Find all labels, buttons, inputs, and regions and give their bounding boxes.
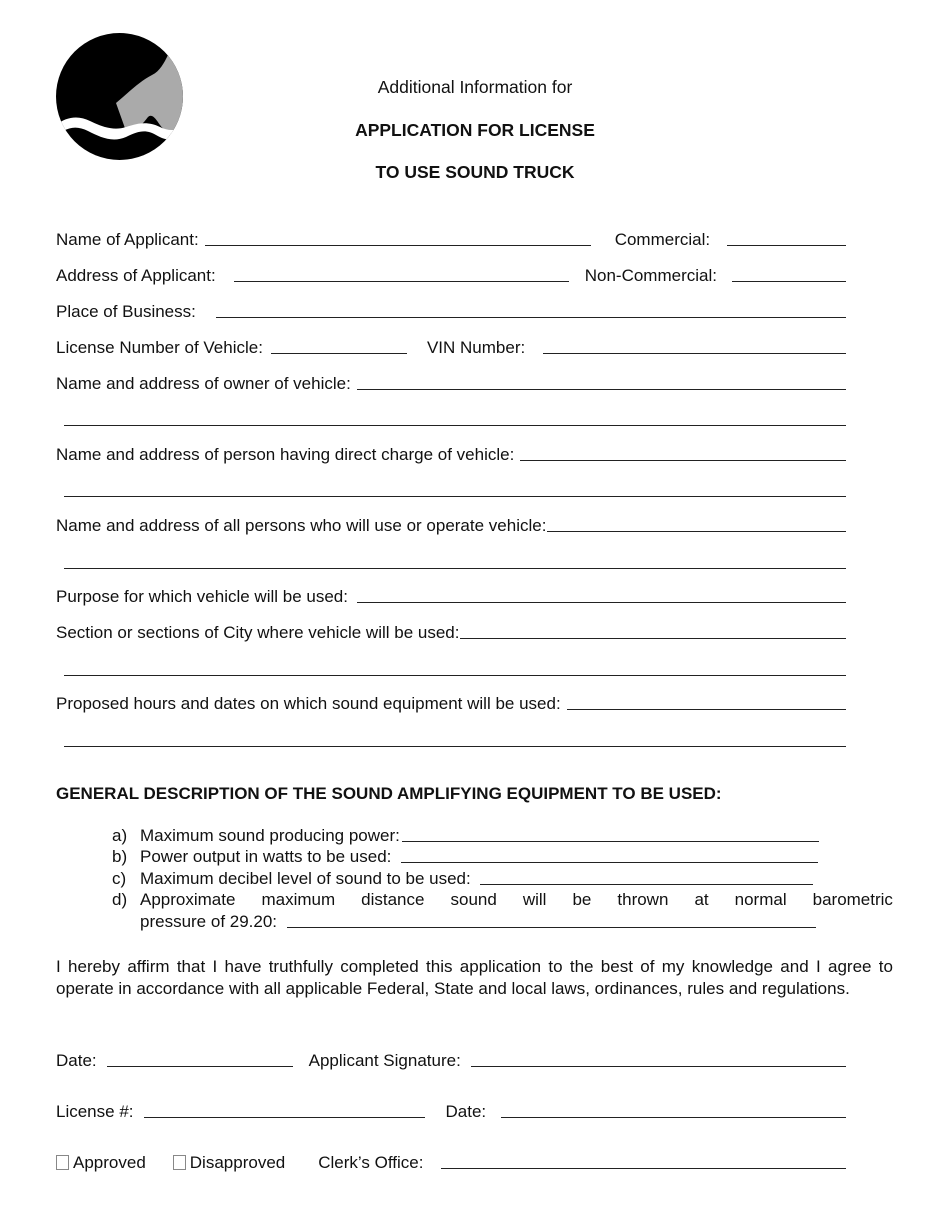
direct-charge-label: Name and address of person having direct charge of vehicle: xyxy=(56,445,515,464)
address-of-applicant-field[interactable] xyxy=(234,267,569,282)
license-no-field[interactable] xyxy=(144,1103,425,1118)
approved-checkbox[interactable] xyxy=(56,1155,69,1170)
max-sound-power-field[interactable] xyxy=(402,827,819,842)
all-persons-label: Name and address of all persons who will use or operate vehicle: xyxy=(56,516,547,535)
equipment-list xyxy=(112,824,893,932)
applicant-signature-field[interactable] xyxy=(471,1052,846,1067)
pressure-label: pressure of 29.20: xyxy=(140,911,278,931)
proposed-hours-field-2[interactable] xyxy=(64,745,846,747)
list-item xyxy=(112,867,893,889)
row-purpose xyxy=(56,583,846,607)
direct-charge-field-2[interactable] xyxy=(64,495,846,497)
affirmation-text: I hereby affirm that I have truthfully completed this application to the best of my knowledge and I agree to operate in accordance with all applicable Federal, State and local laws, ordinances, rules and regulations. xyxy=(56,957,893,998)
sections-city-field-2[interactable] xyxy=(64,674,846,676)
disapproved-checkbox[interactable] xyxy=(173,1155,186,1170)
max-distance-label: Approximate maximum distance sound will be thrown at normal barometric xyxy=(140,890,893,909)
max-decibel-field[interactable] xyxy=(480,870,813,885)
proposed-hours-field[interactable] xyxy=(567,695,846,710)
row-date-signature xyxy=(56,1047,846,1071)
proposed-hours-label: Proposed hours and dates on which sound equipment will be used: xyxy=(56,694,561,713)
clerks-office-label: Clerk’s Office: xyxy=(318,1153,424,1172)
commercial-label: Commercial: xyxy=(614,230,711,249)
clerks-office-field[interactable] xyxy=(441,1154,846,1169)
max-sound-power-label: Maximum sound producing power: xyxy=(140,825,400,845)
date-field[interactable] xyxy=(107,1052,293,1067)
vin-number-field[interactable] xyxy=(543,339,846,354)
vin-number-label: VIN Number: xyxy=(426,338,526,357)
all-persons-field[interactable] xyxy=(547,517,846,532)
list-marker: c) xyxy=(112,868,127,888)
equipment-heading: GENERAL DESCRIPTION OF THE SOUND AMPLIFYING EQUIPMENT TO BE USED: xyxy=(56,784,722,803)
row-name-commercial xyxy=(56,226,846,250)
row-sections-city xyxy=(56,619,846,643)
row-license-vin xyxy=(56,334,846,358)
purpose-field[interactable] xyxy=(357,588,846,603)
list-item xyxy=(112,889,893,911)
max-decibel-label: Maximum decibel level of sound to be used: xyxy=(140,868,471,888)
owner-of-vehicle-field[interactable] xyxy=(357,375,846,390)
sections-city-label: Section or sections of City where vehicle will be used: xyxy=(56,623,460,642)
date-2-label: Date: xyxy=(445,1102,487,1121)
row-approval xyxy=(56,1149,846,1173)
non-commercial-label: Non-Commercial: xyxy=(584,266,717,285)
row-all-persons xyxy=(56,512,846,536)
list-marker: b) xyxy=(112,847,128,866)
place-of-business-field[interactable] xyxy=(216,303,846,318)
date-label: Date: xyxy=(56,1051,97,1070)
owner-of-vehicle-label: Name and address of owner of vehicle: xyxy=(56,374,351,393)
purpose-label: Purpose for which vehicle will be used: xyxy=(56,587,348,606)
license-no-label: License #: xyxy=(56,1102,134,1121)
list-item xyxy=(112,846,893,868)
applicant-signature-label: Applicant Signature: xyxy=(308,1051,461,1070)
non-commercial-field[interactable] xyxy=(732,267,846,282)
date-2-field[interactable] xyxy=(501,1103,846,1118)
row-direct-charge xyxy=(56,441,846,465)
header-line-1: Additional Information for xyxy=(377,77,573,97)
list-marker: a) xyxy=(112,825,128,845)
sections-city-field[interactable] xyxy=(460,624,846,639)
row-proposed-hours xyxy=(56,690,846,714)
disapproved-label: Disapproved xyxy=(189,1153,286,1172)
power-output-label: Power output in watts to be used: xyxy=(140,847,392,866)
row-license-date xyxy=(56,1098,846,1122)
list-item-continued xyxy=(112,910,893,932)
max-distance-field[interactable] xyxy=(287,913,816,928)
commercial-field[interactable] xyxy=(727,231,846,246)
name-of-applicant-field[interactable] xyxy=(205,231,591,246)
all-persons-field-2[interactable] xyxy=(64,567,846,569)
power-output-field[interactable] xyxy=(401,848,818,863)
row-place-of-business xyxy=(56,298,846,322)
list-marker: d) xyxy=(112,890,128,909)
direct-charge-field[interactable] xyxy=(520,446,846,461)
row-owner xyxy=(56,370,846,394)
header-line-3: TO USE SOUND TRUCK xyxy=(375,162,575,182)
list-item xyxy=(112,824,893,846)
license-number-vehicle-field[interactable] xyxy=(271,339,407,354)
place-of-business-label: Place of Business: xyxy=(56,302,196,321)
name-of-applicant-label: Name of Applicant: xyxy=(56,230,199,249)
approved-label: Approved xyxy=(73,1153,146,1172)
license-number-vehicle-label: License Number of Vehicle: xyxy=(56,338,263,357)
address-of-applicant-label: Address of Applicant: xyxy=(56,266,216,285)
owner-of-vehicle-field-2[interactable] xyxy=(64,424,846,426)
row-address-noncommercial xyxy=(56,262,846,286)
header-line-2: APPLICATION FOR LICENSE xyxy=(355,120,595,140)
